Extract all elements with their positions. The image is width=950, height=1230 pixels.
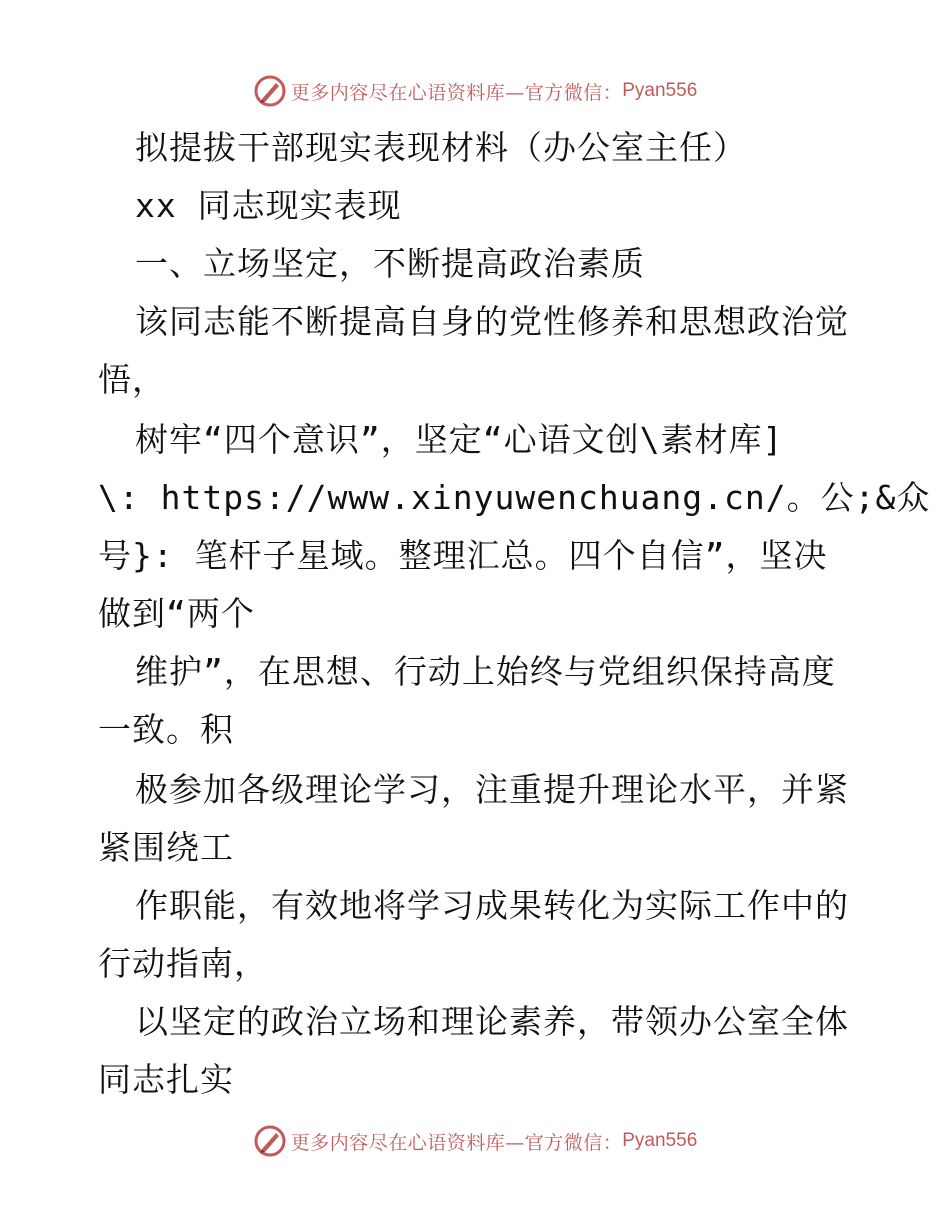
paragraph-line: 做到“两个 <box>98 594 255 633</box>
paragraph-line: 一致。积 <box>98 710 234 749</box>
banner-wechat-handle: Pyan556 <box>622 1130 698 1151</box>
paragraph-line: 紧围绕工 <box>98 828 234 867</box>
paragraph-line: 号}: 笔杆子星域。整理汇总。四个自信”，坚决 <box>98 536 828 575</box>
banner-wechat-handle: Pyan556 <box>622 80 698 101</box>
document-subtitle: xx 同志现实表现 <box>135 186 402 225</box>
footer-watermark-banner <box>0 1121 950 1161</box>
pen-logo-icon <box>253 74 287 108</box>
document-title: 拟提拔干部现实表现材料（办公室主任） <box>135 128 747 167</box>
paragraph-line: 行动指南， <box>98 944 268 983</box>
paragraph-line: 同志扎实 <box>98 1060 234 1099</box>
paragraph-line: 作职能，有效地将学习成果转化为实际工作中的 <box>135 886 849 925</box>
paragraph-line: 以坚定的政治立场和理论素养，带领办公室全体 <box>135 1002 849 1041</box>
paragraph-line: 树牢“四个意识”，坚定“心语文创\素材库] <box>135 420 784 459</box>
paragraph-line: 悟， <box>98 360 166 399</box>
section-heading: 一、立场坚定，不断提高政治素质 <box>135 244 645 283</box>
paragraph-line: 维护”，在思想、行动上始终与党组织保持高度 <box>135 652 836 691</box>
paragraph-line: 极参加各级理论学习，注重提升理论水平，并紧 <box>135 770 849 809</box>
pen-logo-icon <box>253 1124 287 1158</box>
paragraph-line: 该同志能不断提高自身的党性修养和思想政治觉 <box>135 302 849 341</box>
banner-text: 更多内容尽在心语资料库—官方微信： <box>290 1131 623 1154</box>
banner-text: 更多内容尽在心语资料库—官方微信： <box>290 81 623 104</box>
paragraph-line: \: https://www.xinyuwenchuang.cn/。公;&众 <box>98 478 931 517</box>
header-watermark-banner <box>0 71 950 111</box>
